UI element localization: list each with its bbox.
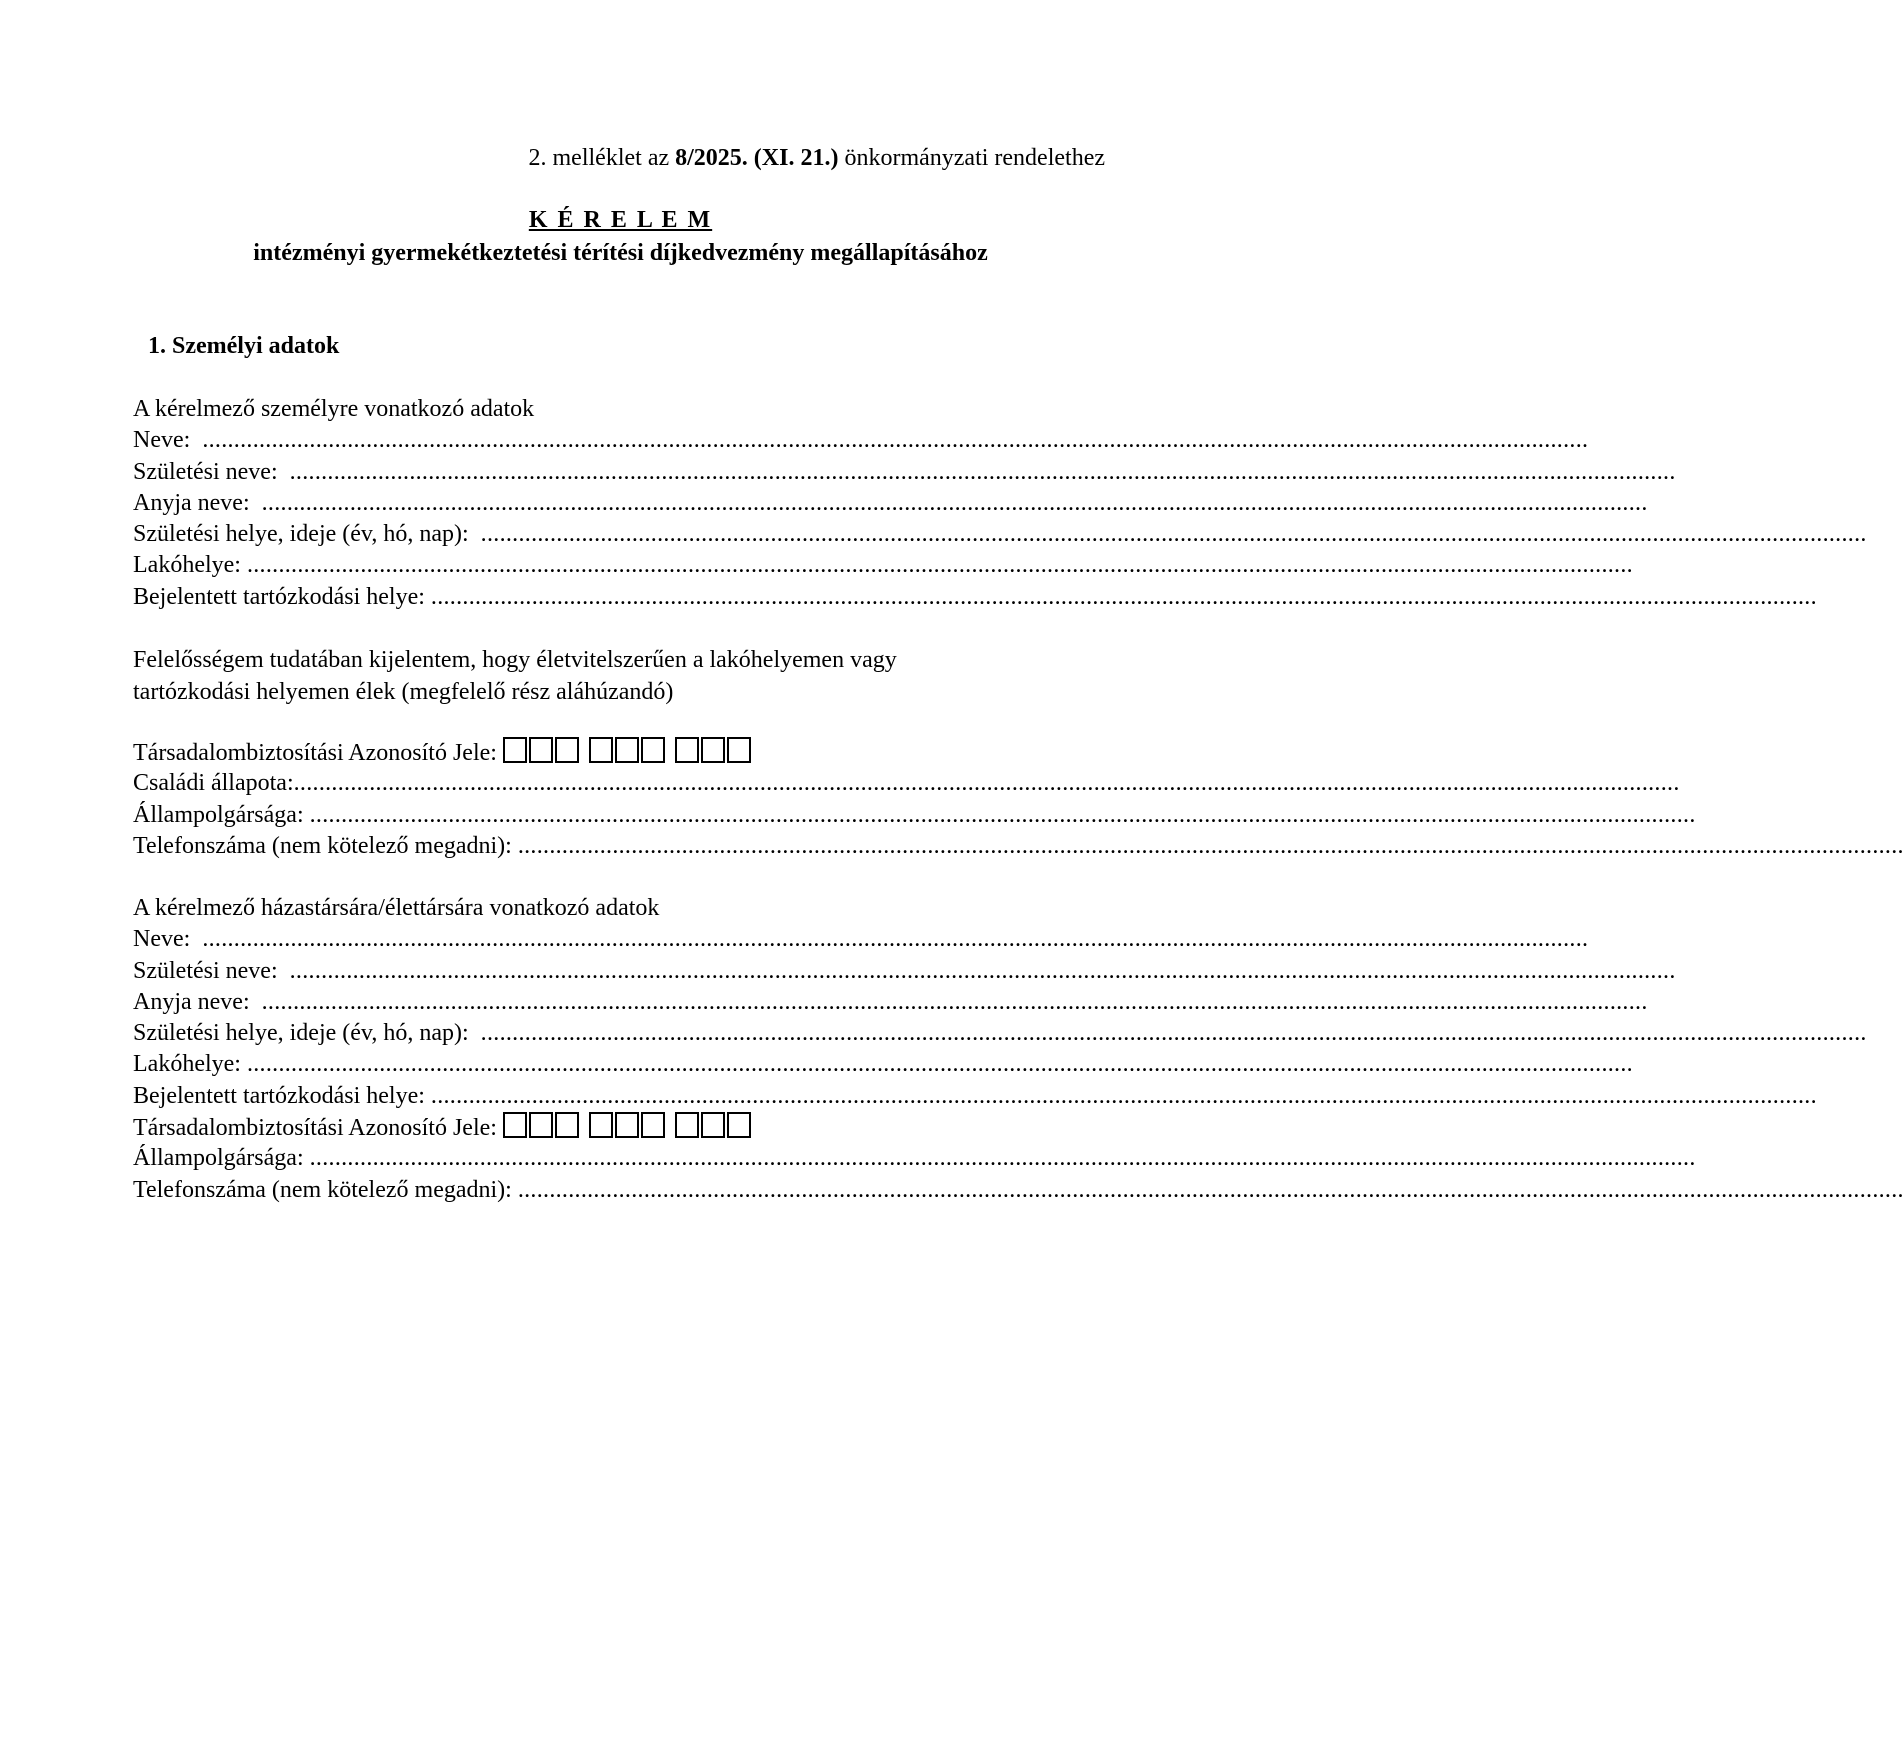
taj-digit-box[interactable]	[701, 737, 725, 763]
declaration-line-1: Felelősségem tudatában kijelentem, hogy életvitelszerűen a lakóhelyemen vagy	[133, 647, 897, 673]
taj-digit-box[interactable]	[529, 1112, 553, 1138]
applicant-phone-field[interactable]: Telefonszáma (nem kötelező megadni): ............................................................................................................................................................................................................................	[133, 832, 1904, 859]
applicant-mother-name-field[interactable]: Anyja neve: ............................................................................................................................................................................................................................	[133, 489, 1648, 516]
spouse-phone-field[interactable]: Telefonszáma (nem kötelező megadni): ............................................................................................................................................................................................................................	[133, 1176, 1904, 1203]
spouse-taj-row	[133, 1112, 978, 1143]
taj-digit-box[interactable]	[701, 1112, 725, 1138]
applicant-taj-row	[133, 737, 978, 768]
taj-label: Társadalombiztosítási Azonosító Jele:	[133, 740, 497, 766]
taj-digit-box[interactable]	[727, 1112, 751, 1138]
taj-digit-box[interactable]	[503, 737, 527, 763]
spouse-heading: A kérelmező házastársára/élettársára vonatkozó adatok	[133, 895, 660, 921]
taj-digit-box[interactable]	[641, 1112, 665, 1138]
spouse-residence-field[interactable]: Lakóhelye: ............................................................................................................................................................................................................................	[133, 1051, 1633, 1078]
taj-digit-box[interactable]	[529, 737, 553, 763]
applicant-birth-place-date-field[interactable]: Születési helye, ideje (év, hó, nap): ............................................................................................................................................................................................................................	[133, 521, 1867, 548]
applicant-name-field[interactable]: Neve: ............................................................................................................................................................................................................................	[133, 427, 1589, 454]
taj-digit-box[interactable]	[589, 737, 613, 763]
spouse-citizenship-field[interactable]: Állampolgársága: ............................................................................................................................................................................................................................	[133, 1145, 1696, 1172]
declaration	[133, 645, 897, 708]
document-title: K É R E L E M	[528, 207, 713, 233]
taj-digit-box[interactable]	[615, 1112, 639, 1138]
spouse-birth-name-field[interactable]: Születési neve: ............................................................................................................................................................................................................................	[133, 957, 1676, 984]
applicant-temporary-residence-field[interactable]: Bejelentett tartózkodási helye: ............................................................................................................................................................................................................................	[133, 583, 1817, 610]
spouse-block	[133, 893, 1867, 1112]
applicant-citizenship-field[interactable]: Állampolgársága: ............................................................................................................................................................................................................................	[133, 801, 1696, 828]
taj-digit-box[interactable]	[675, 1112, 699, 1138]
applicant-birth-name-field[interactable]: Születési neve: ............................................................................................................................................................................................................................	[133, 458, 1676, 485]
applicant-residence-field[interactable]: Lakóhelye: ............................................................................................................................................................................................................................	[133, 552, 1633, 579]
taj-digit-box[interactable]	[589, 1112, 613, 1138]
annex-suffix: önkormányzati rendelethez	[838, 145, 1105, 171]
applicant-extra-block	[133, 737, 1904, 862]
taj-digit-box[interactable]	[615, 737, 639, 763]
taj-boxes[interactable]	[497, 740, 751, 766]
annex-prefix: 2. melléklet az	[528, 145, 676, 171]
document-subtitle: intézményi gyermekétkeztetési térítési díjkedvezmény megállapításához	[253, 240, 988, 266]
section-heading: 1. Személyi adatok	[148, 333, 340, 359]
taj-boxes[interactable]	[497, 1115, 751, 1141]
applicant-block	[133, 394, 1867, 613]
annex-regulation-number: 8/2025. (XI. 21.)	[675, 145, 839, 171]
annex-reference	[529, 145, 1105, 172]
taj-digit-box[interactable]	[555, 1112, 579, 1138]
applicant-marital-status-field[interactable]: Családi állapota: ............................................................................................................................................................................................................................	[133, 770, 1680, 797]
taj-digit-box[interactable]	[503, 1112, 527, 1138]
applicant-heading: A kérelmező személyre vonatkozó adatok	[133, 396, 535, 422]
spouse-name-field[interactable]: Neve: ............................................................................................................................................................................................................................	[133, 926, 1589, 953]
spouse-mother-name-field[interactable]: Anyja neve: ............................................................................................................................................................................................................................	[133, 988, 1648, 1015]
taj-digit-box[interactable]	[555, 737, 579, 763]
taj-digit-box[interactable]	[675, 737, 699, 763]
declaration-line-2: tartózkodási helyemen élek (megfelelő rész aláhúzandó)	[133, 678, 674, 705]
taj-label: Társadalombiztosítási Azonosító Jele:	[133, 1115, 497, 1141]
taj-digit-box[interactable]	[641, 737, 665, 763]
spouse-temporary-residence-field[interactable]: Bejelentett tartózkodási helye: ............................................................................................................................................................................................................................	[133, 1082, 1817, 1109]
spouse-birth-place-date-field[interactable]: Születési helye, ideje (év, hó, nap): ............................................................................................................................................................................................................................	[133, 1020, 1867, 1047]
spouse-extra-block	[133, 1112, 1904, 1206]
taj-digit-box[interactable]	[727, 737, 751, 763]
